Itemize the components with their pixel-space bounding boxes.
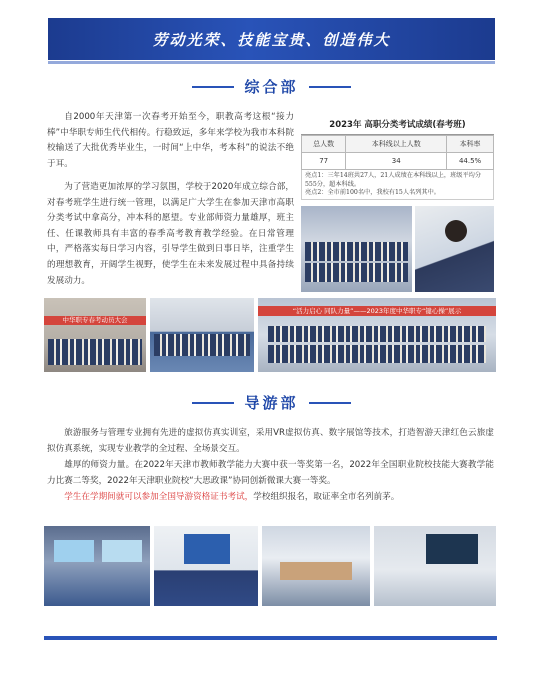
- note-2: 亮点2：全市前100名中，我校有15人名列其中。: [305, 189, 440, 197]
- guide-paragraph-1: 旅游服务与管理专业拥有先进的虚拟仿真实训室，采用VR虚拟仿真、数字展馆等技术，打造智游天津红色云旅虚拟仿真系统，实现专业教学的全过程、全场景交互。: [47, 428, 494, 454]
- header-banner: [48, 18, 495, 60]
- header-above-line: 本科线以上人数: [346, 136, 447, 153]
- cell-total: 77: [302, 153, 346, 170]
- photo-digital-exhibit: [262, 526, 370, 606]
- note-1: 亮点1：三年14班共27人，21人成绩在本科线以上，班级平均分555分，超本科线。: [305, 172, 482, 188]
- heading-dash-left-2: [192, 402, 234, 404]
- photo-students-hall: [301, 206, 412, 292]
- score-table-title: 2023年 高职分类考试成绩(春考班): [301, 116, 494, 135]
- banner-title: 劳动光荣、技能宝贵、创造伟大: [152, 30, 391, 49]
- photo-vr-lab: [44, 526, 150, 606]
- general-paragraph-2: 为了营造更加浓厚的学习氛围，学校于2020年成立综合部，对春考班学生进行统一管理，以满足广大学生在参加天津市高职分类考试中拿高分，冲本科的愿望。专业部师资力量雄厚，班主任、任课教师具有丰富的春季高考教育教学经验。在日常管理中，严格落实每日学习内容，引导学生做到日事日毕，注重学生的理想教育，开阔学生视野，使学生在未来发展过程中具备持续发展动力。: [47, 182, 294, 286]
- score-table: [301, 135, 494, 170]
- cell-rate: 44.5%: [447, 153, 494, 170]
- header-rate: 本科率: [447, 136, 494, 153]
- section-title-general: 综合部: [244, 78, 299, 96]
- guide-paragraph-3: [47, 490, 494, 506]
- photo-banner-text-2: “活力启心 同队力量”——2023年度中华职专“键心操”展示: [258, 306, 496, 316]
- heading-dash-right: [309, 86, 351, 88]
- bottom-divider: [44, 636, 497, 640]
- heading-dash-left: [192, 86, 234, 88]
- section-heading-general: [0, 76, 543, 97]
- score-table-row: [302, 153, 494, 170]
- general-paragraph-1: 自2000年天津第一次春考开始至今，职教高考这根“接力棒”中华职专师生代代相传。行稳致远，多年来学校为我市本科院校输送了大批优秀毕业生，一时间“上中华，考本科”的说法不绝于耳。: [47, 112, 294, 169]
- guide-highlight: 学生在学期间就可以参加全国导游资格证书考试，: [64, 492, 254, 502]
- guide-paragraph-2: 雄厚的师资力量。在2022年天津市教师教学能力大赛中获一等奖第一名，2022年全国职业院校技能大赛教学能力比赛二等奖，2022年天津职业院校“大思政课”协同创新微课大赛一等奖。: [47, 460, 494, 486]
- guide-paragraph-3-rest: 学校组织报名，取证率全市名列前茅。: [253, 492, 400, 502]
- photo-exercise-show: [258, 298, 496, 372]
- photo-guides-presentation: [154, 526, 258, 606]
- section-title-guide: 导游部: [244, 394, 299, 412]
- cell-above-line: 34: [346, 153, 447, 170]
- score-table-notes: [301, 170, 494, 200]
- header-total: 总人数: [302, 136, 346, 153]
- photo-student-writing: [415, 206, 494, 292]
- photo-classroom: [150, 298, 254, 372]
- score-table-header-row: [302, 136, 494, 153]
- section-heading-guide: [0, 392, 543, 413]
- photo-banner-text-1: 中华职专春考动员大会: [44, 316, 146, 325]
- photo-mobilization-meeting: [44, 298, 146, 372]
- photo-vr-room: [374, 526, 496, 606]
- heading-dash-right-2: [309, 402, 351, 404]
